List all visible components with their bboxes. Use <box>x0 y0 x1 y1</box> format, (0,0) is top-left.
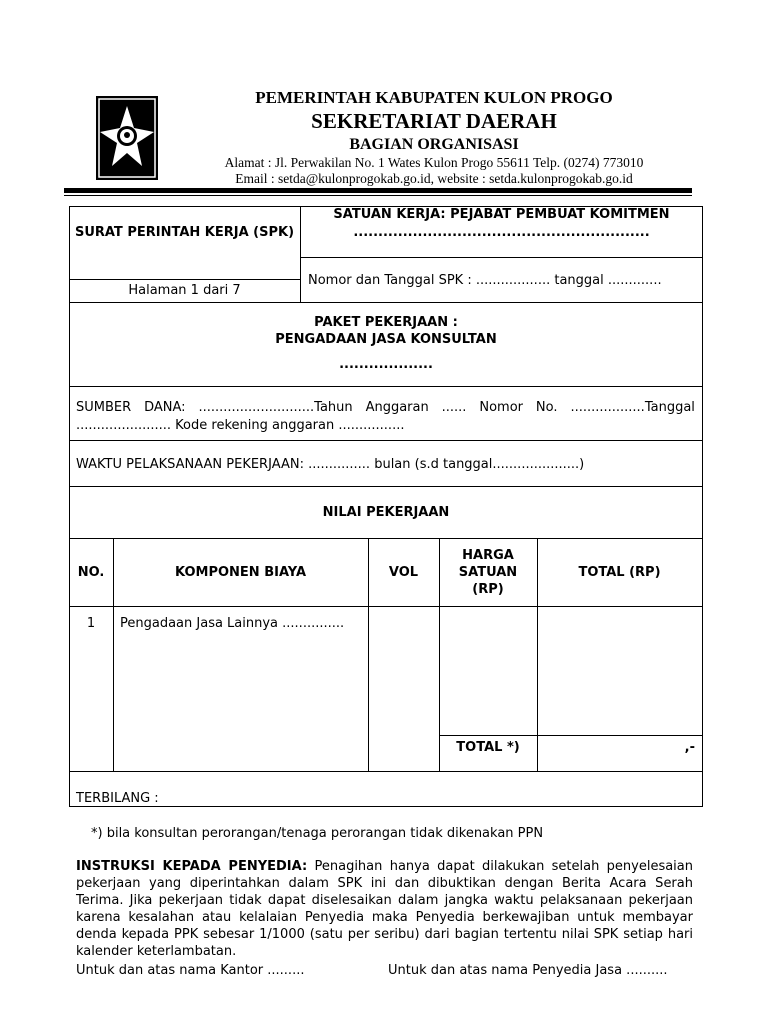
letterhead-secretariat: SEKRETARIAT DAERAH <box>311 109 557 133</box>
col-header-harga: HARGA <box>462 548 514 563</box>
instruksi-paragraph <box>76 858 693 960</box>
waktu-pelaksanaan[interactable]: WAKTU PELAKSANAAN PEKERJAAN: ............... bulan (s.d tanggal.....................) <box>76 457 585 472</box>
emblem-icon <box>96 96 158 180</box>
instruksi-label: INSTRUKSI KEPADA PENYEDIA: <box>76 859 308 874</box>
paket-name: PENGADAAN JASA KONSULTAN <box>275 332 497 347</box>
row1-no: 1 <box>86 616 96 631</box>
sumber-dana-word: SUMBER <box>76 400 132 415</box>
total-value[interactable]: ,- <box>684 740 695 755</box>
spk-title: SURAT PERINTAH KERJA (SPK) <box>74 225 295 240</box>
nomor-tanggal-spk[interactable]: Nomor dan Tanggal SPK : .................. tanggal ............. <box>308 273 662 288</box>
col-header-komponen: KOMPONEN BIAYA <box>174 565 306 580</box>
letterhead-government: PEMERINTAH KABUPATEN KULON PROGO <box>255 88 613 107</box>
sumber-dana-word: DANA: <box>144 400 186 415</box>
sumber-dana-word: ............................Tahun <box>198 400 353 415</box>
col-header-vol: VOL <box>388 565 419 580</box>
kode-rekening[interactable]: ....................... Kode rekening anggaran ................ <box>76 418 405 433</box>
sumber-dana-line[interactable] <box>76 400 695 416</box>
sumber-dana-word: Anggaran <box>365 400 429 415</box>
regency-emblem <box>96 96 158 180</box>
paket-blank[interactable]: ................... <box>339 357 433 372</box>
letterhead-address: Alamat : Jl. Perwakilan No. 1 Wates Kulon Progo 55611 Telp. (0274) 773010 <box>224 155 644 170</box>
satuan-kerja-blank[interactable]: ............................................................ <box>353 225 650 240</box>
col-header-rp: (RP) <box>472 582 504 597</box>
sumber-dana-word: ..................Tanggal <box>570 400 695 415</box>
satuan-kerja: SATUAN KERJA: PEJABAT PEMBUAT KOMITMEN <box>333 207 670 222</box>
nilai-pekerjaan-title: NILAI PEKERJAAN <box>322 505 450 520</box>
col-header-no: NO. <box>77 565 105 580</box>
letterhead-division: BAGIAN ORGANISASI <box>349 136 519 153</box>
sumber-dana-word: No. <box>535 400 558 415</box>
col-header-total: TOTAL (RP) <box>578 565 661 580</box>
ppn-footnote: *) bila konsultan perorangan/tenaga perorangan tidak dikenakan PPN <box>91 826 544 841</box>
instruksi-text: Penagihan hanya dapat dilakukan setelah penyelesaian pekerjaan yang diperintahkan dalam SPK ini dan dibuktikan dengan Berita Acara Serah Terima. Jika pekerjaan tidak dapat diselesaikan dalam jangka waktu pelaksanaan pekerjaan karena kesalahan atau kelalaian Penyedia maka Penyedia berkewajiban untuk membayar denda kepada PPK sebesar 1/1000 (satu per seribu) dari bagian tertentu nilai SPK setiap hari kalender keterlambatan. <box>76 859 693 959</box>
letterhead-divider-thin <box>64 195 692 196</box>
letterhead-contact: Email : setda@kulonprogokab.go.id, website : setda.kulonprogokab.go.id <box>235 171 633 186</box>
signature-penyedia: Untuk dan atas nama Penyedia Jasa .......... <box>388 963 668 978</box>
signature-kantor: Untuk dan atas nama Kantor ......... <box>76 963 305 978</box>
paket-label: PAKET PEKERJAAN : <box>314 315 458 330</box>
page-info: Halaman 1 dari 7 <box>128 283 241 298</box>
col-header-satuan: SATUAN <box>458 565 518 580</box>
terbilang[interactable]: TERBILANG : <box>76 791 159 806</box>
sumber-dana-word: Nomor <box>479 400 523 415</box>
row1-komponen[interactable]: Pengadaan Jasa Lainnya ............... <box>120 616 345 631</box>
sumber-dana-word: ...... <box>441 400 467 415</box>
letterhead-divider-thick <box>64 188 692 193</box>
total-label: TOTAL *) <box>456 740 520 755</box>
